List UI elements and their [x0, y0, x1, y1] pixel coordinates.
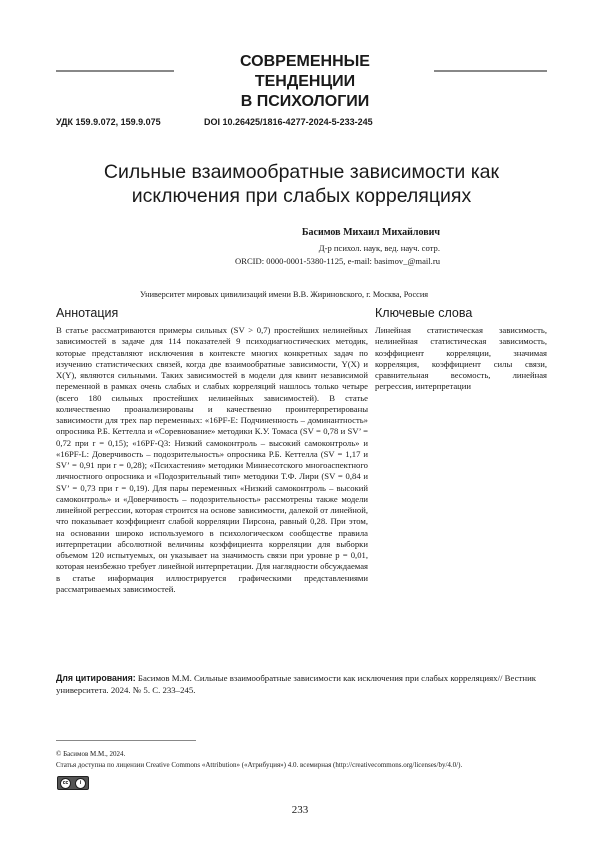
- footer-notes: [56, 749, 547, 771]
- journal-title-line2: В ПСИХОЛОГИИ: [240, 93, 370, 110]
- cc-icon: cc: [60, 778, 71, 789]
- header-rule-left: [56, 70, 174, 72]
- author-affiliation: Университет мировых цивилизаций имени В.В. Жириновского, г. Москва, Россия: [140, 290, 429, 299]
- article-title-line1: Сильные взаимообратные зависимости как: [103, 161, 500, 183]
- citation-block: [56, 672, 547, 696]
- journal-section-title: [190, 52, 420, 112]
- footer-rule: [56, 740, 196, 741]
- page-number: 233: [291, 804, 309, 816]
- keywords-text: Линейная статистическая зависимость, нелинейная статистическая зависимость, коэффициент корреляции, значимая корреляция, коэффициент силы связи, сравнительная весомость, линейная регрессия, интерпретации: [375, 325, 547, 392]
- udk-code: УДК 159.9.072, 159.9.075: [56, 117, 161, 127]
- license-text: Статья доступна по лицензии Creative Commons «Attribution» («Атрибуция») 4.0. всемирная (http://creativecommons.org/licenses/by/4.0/).: [56, 761, 463, 769]
- author-name: Басимов Михаил Михайлович: [301, 227, 440, 238]
- article-identifiers: [56, 117, 556, 127]
- article-title: [56, 160, 547, 208]
- copyright-text: © Басимов М.М., 2024.: [56, 750, 126, 758]
- keywords-heading: Ключевые слова: [375, 306, 473, 320]
- doi-code: DOI 10.26425/1816-4277-2024-5-233-245: [204, 117, 373, 127]
- abstract-heading: Аннотация: [56, 306, 119, 320]
- by-icon: i: [75, 778, 86, 789]
- author-contacts: ORCID: 0000-0001-5380-1125, e-mail: basimov_@mail.ru: [235, 255, 440, 266]
- abstract-text: В статье рассматриваются примеры сильных (SV > 0,7) простейших нелинейных зависимостей в задаче для 114 показателей 9 психодиагностических методик, которые представляют исключения в контексте многих конкретных задач по изучению статистических связей, когда две взаимообратные зависимости, Y(X) и X(Y), являются сильными. Таких зависимостей в модели для квинт независимой переменной в рамках очень слабых и слабых корреляций нашлось только четыре (всего 180 сильных простейших нелинейных зависимостей). В статье количественно проанализированы и качественно проинтерпретированы зависимости для трех пар переменных: «16PF-E: Подчиненность – доминантность» опросника Р.Б. Кеттелла и «Соревнование» методики К.У. Томаса (SV = 0,78 и SV’ = 0,72 при r = 0,15); «16PF-Q3: Низкий самоконтроль – высокий самоконтроль» и «16PF-L: Доверчивость – подозрительность» опросника Р.Б. Кеттелла (SV = 1,17 и SV’ = 0,91 при r = 0,28); «Психастения» методики Миннесотского многоаспектного личностного опросника и «Подозрительный тип» методики Т.Ф. Лири (SV = 0,84 и SV’ = 0,73 при r = 0,19). Для пары переменных «Низкий самоконтроль – высокий самоконтроль» и «Доверчивость – подозрительность» рассмотрены также модели линейной регрессии, которая строится на основе зависимости, далекой от линейной, что показывает коэффициент слабой корреляции Пирсона, равный 0,28. При этом, на основании широко используемого в психологическом сообществе правила интерпретации абсолютной величины коэффициента корреляции для выборки объемом 120 испытуемых, он указывает на значимость связи при уровне p = 0,01, которая неизбежно требует линейной интерпретации. Для наглядности обсуждаемая в статье информация иллюстрируется графическими представлениями рассматриваемых зависимостей.: [56, 325, 368, 594]
- header-rule-right: [434, 70, 547, 72]
- citation-label: Для цитирования:: [56, 673, 136, 683]
- citation-text: Басимов М.М. Сильные взаимообратные зависимости как исключения при слабых корреляциях// Вестник университета. 2024. № 5. С. 233–245.: [56, 673, 537, 695]
- creative-commons-by-icon: [57, 776, 89, 790]
- author-degree: Д-р психол. наук, вед. науч. сотр.: [318, 243, 440, 253]
- journal-title-line1: СОВРЕМЕННЫЕ ТЕНДЕНЦИИ: [240, 53, 370, 90]
- author-block: [150, 226, 440, 267]
- article-title-line2: исключения при слабых корреляциях: [131, 185, 472, 207]
